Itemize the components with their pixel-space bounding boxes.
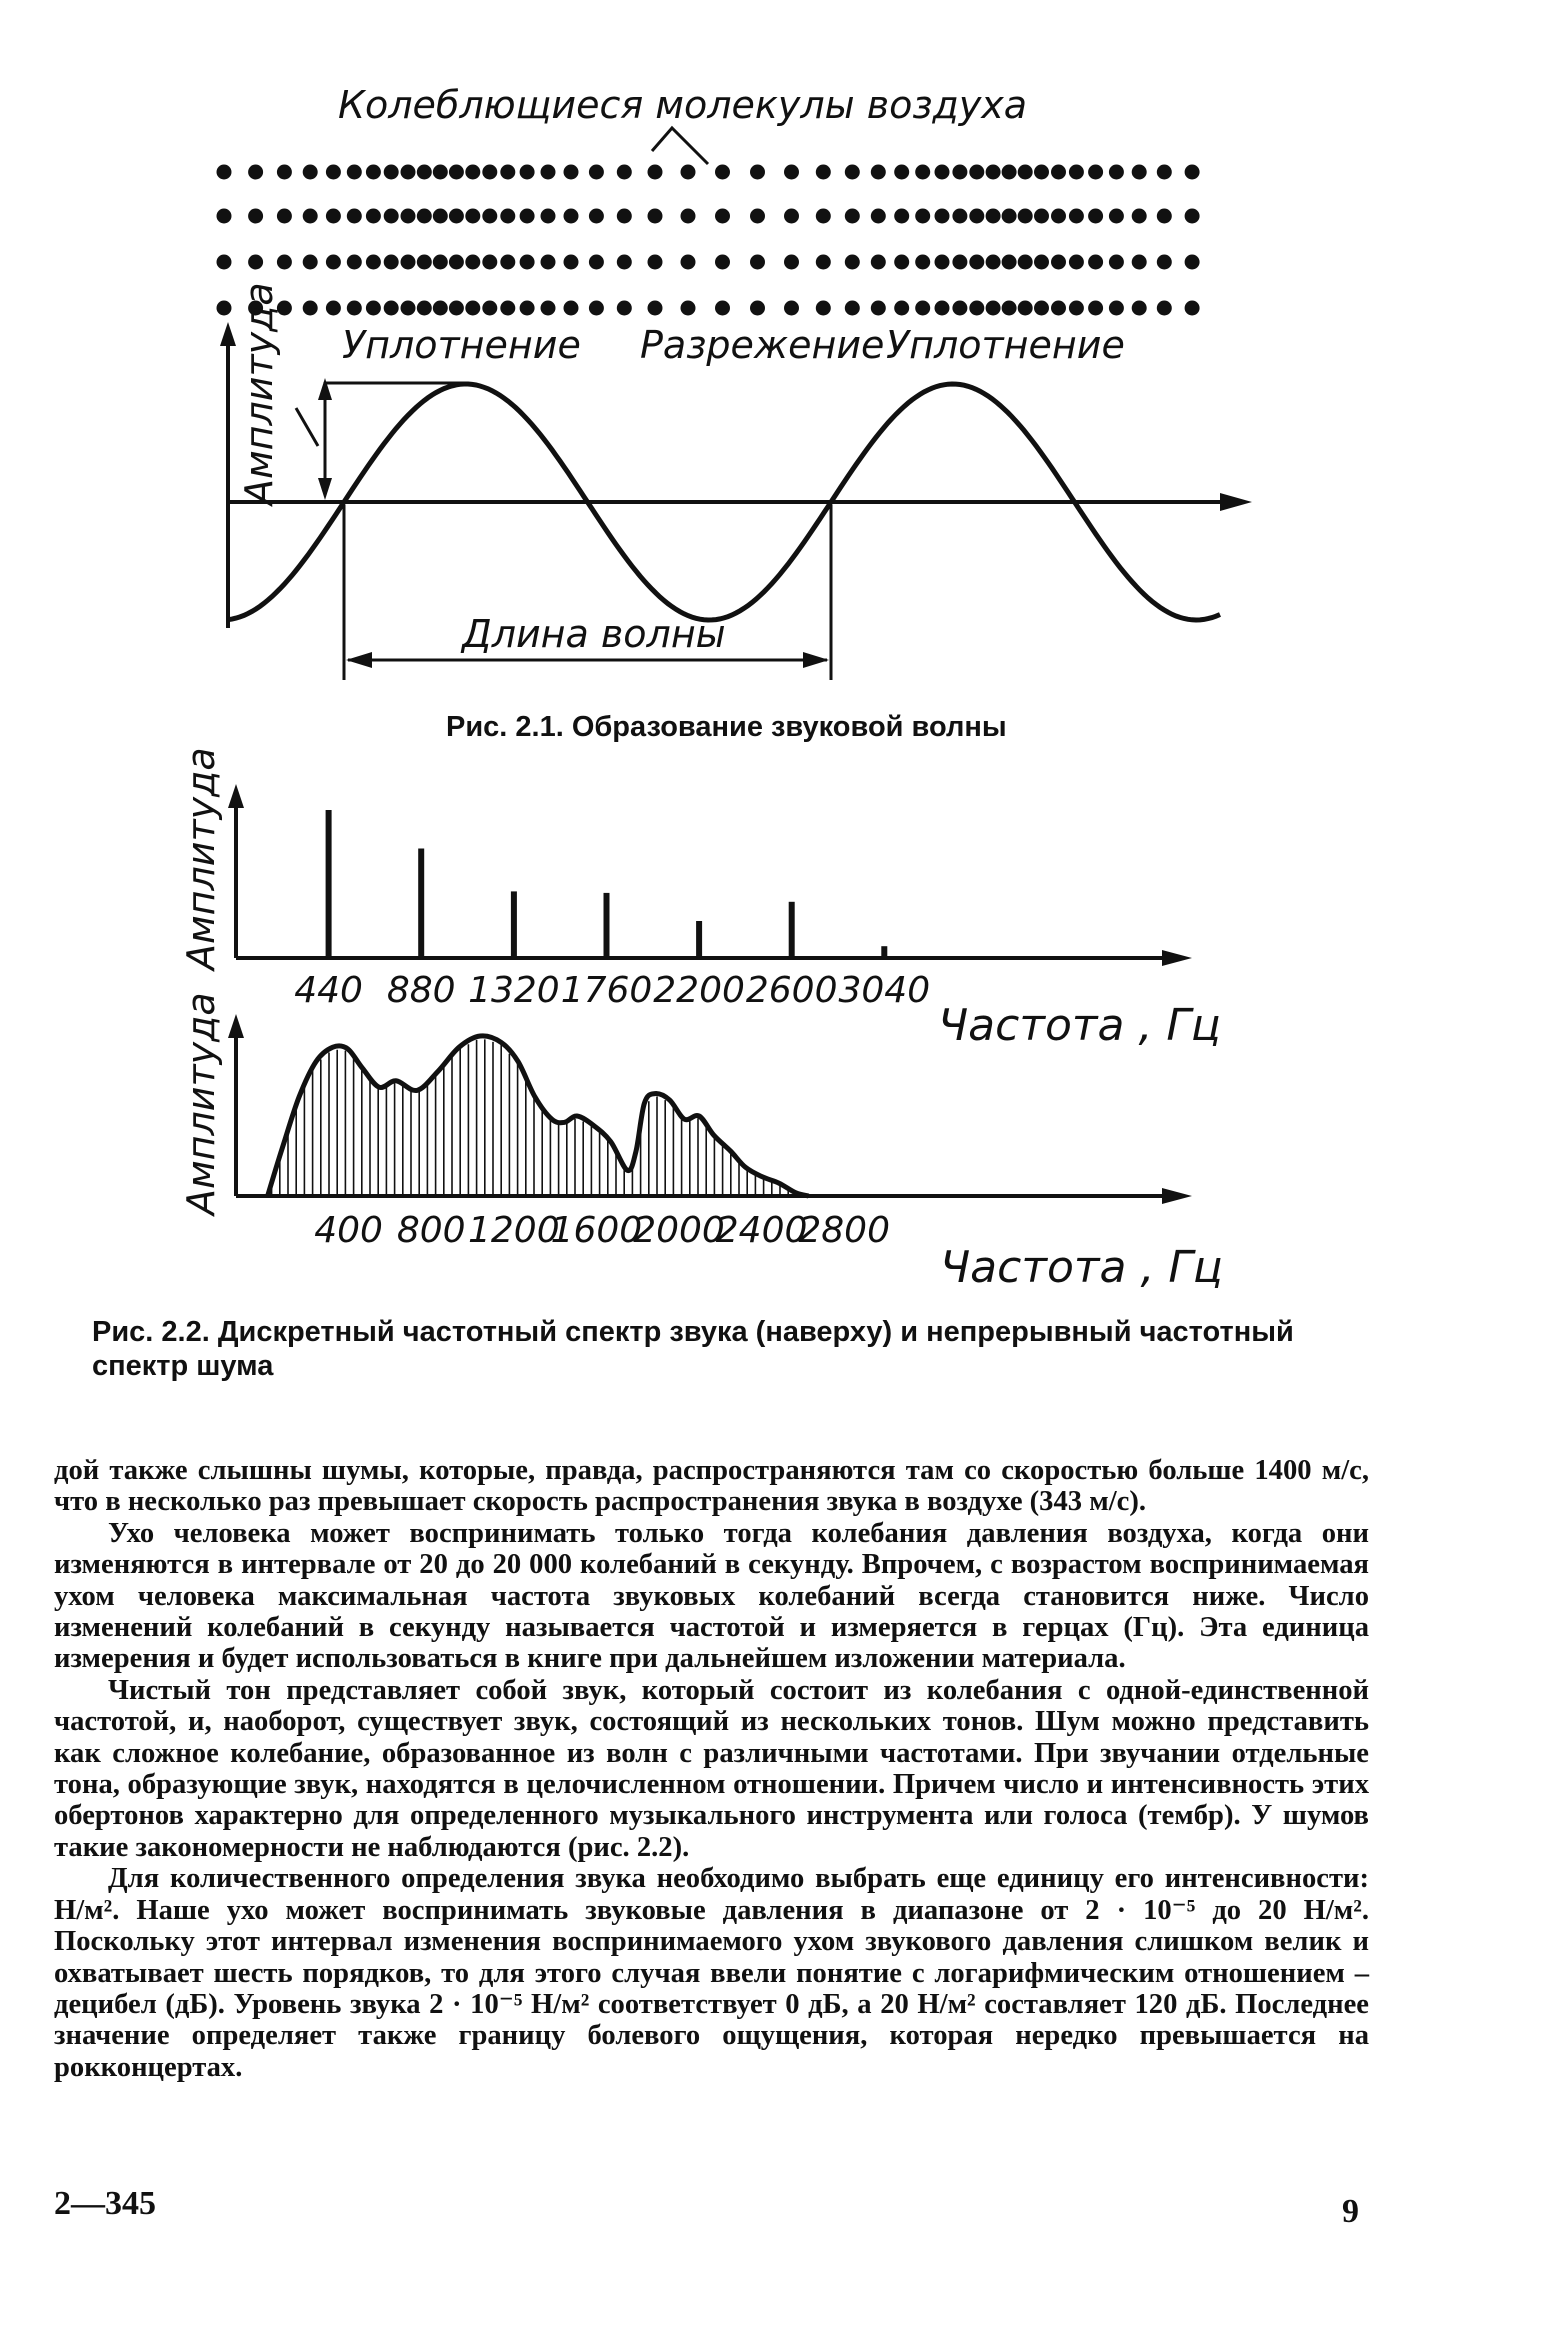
compression-label-2: Уплотнение [886,323,1125,367]
chart2-noise-curve [268,1036,809,1196]
spectrum-line-1760 [604,893,610,958]
chart1-tick-880: 880 [386,970,456,1011]
chart1-tick-1760: 1760 [560,970,653,1011]
paragraph-2: Ухо человека может воспринимать только тогда колебания давления воздуха, когда они изменяются в интервале от 20 до 20 000 колебаний в секунду. Впрочем, с возрастом воспринимаемая ухом человека максимальная частота звуковых колебаний всегда становится ниже. Число изменений колебаний в секунду называется частотой и измеряется в герцах (Гц). Эта единица измерения и будет использоваться в книге при дальнейшем изложении материала. [54,1517,1369,1675]
chart2-tick-2800: 2800 [798,1210,891,1251]
spectrum-line-880 [418,849,424,959]
printer-signature: 2—345 [54,2185,156,2222]
spectrum-line-1320 [511,891,517,958]
chart1-tick-2200: 2200 [653,970,745,1011]
wavelength-label: Длина волны [462,612,726,656]
rarefaction-label: Разрежение [640,323,885,367]
chart2-ylabel: Амплитуда [179,992,223,1215]
spectrum-line-2600 [789,902,795,958]
chart2-y-arrow [228,1014,244,1038]
chart1-tick-3040: 3040 [838,970,931,1011]
chart2-tick-1200: 1200 [467,1210,560,1251]
chart2-tick-2000: 2000 [633,1210,725,1251]
paragraph-4: Для количественного определения звука необходимо выбрать еще единицу его интенсивности: Н/м². Наше ухо может воспринимать звуковые давления в диапазоне от 2 · 10⁻⁵ до 20 Н/м². Поскольку этот интервал изменения воспринимаемого ухом звукового давления слишком велик и охватывает шесть порядков, то для этого случая ввели понятие с логарифмическим отношением – децибел (дБ). Уровень звука 2 · 10⁻⁵ Н/м² соответствует 0 дБ, а 20 Н/м² составляет 120 дБ. Последнее значение определяет также границу болевого ощущения, которая нередко превышается на рокконцертах. [54,1863,1369,2083]
chart2-tick-labels [314,1210,890,1251]
chart1-tick-1320: 1320 [468,970,560,1011]
chart1-y-arrow [228,784,244,808]
chart1-ylabel: Амплитуда [179,747,223,970]
chart1-tick-2600: 2600 [745,970,838,1011]
chart1-xlabel: Частота , Гц [938,1000,1221,1051]
spectrum-line-440 [326,810,332,958]
spectrum-line-3040 [881,946,887,958]
paragraph-3: Чистый тон представляет собой звук, который состоит из колебания с одной-единственной частотой, и, наоборот, существует звук, состоящий из нескольких тонов. Шум можно представить как сложное колебание, образованное из волн с различными частотами. При звучании отдельные тона, образующие звук, находятся в целочисленном отношении. Причем число и интенсивность этих обертонов характерно для определенного музыкального инструмента или голоса (тембр). У шумов такие закономерности не наблюдаются (рис. 2.2). [54,1674,1369,1863]
chart1-tick-440: 440 [294,970,363,1011]
chart2-tick-1600: 1600 [550,1210,643,1251]
chart2-tick-400: 400 [314,1210,383,1251]
molecules-label: Колеблющиеся молекулы воздуха [338,83,1028,127]
chart1-bars [326,810,888,958]
chart2-tick-2400: 2400 [715,1210,808,1251]
fig1-amplitude-label: Амплитуда [237,282,281,505]
chart2-hatching [272,1039,805,1197]
page-number: 9 [1342,2193,1359,2230]
paragraph-1: дой также слышны шумы, которые, правда, распространяются там со скоростью больше 1400 м/с, что в несколько раз превышает скорость распространения звука в воздухе (343 м/с). [54,1455,1369,1518]
spectrum-line-2200 [696,921,702,958]
chart2-tick-800: 800 [396,1210,466,1251]
figure-2-1-caption: Рис. 2.1. Образование звуковой волны [446,711,1007,743]
chart1-tick-labels [294,970,930,1011]
figure-2-2-caption: Рис. 2.2. Дискретный частотный спектр звука (наверху) и непрерывный частотный спектр шума [92,1316,1294,1382]
compression-label-1: Уплотнение [342,323,581,367]
chart2-x-arrow [1162,1188,1192,1204]
chart1-x-arrow [1162,950,1192,966]
chart2-xlabel: Частота , Гц [940,1242,1223,1293]
body-text [54,1455,1369,2083]
